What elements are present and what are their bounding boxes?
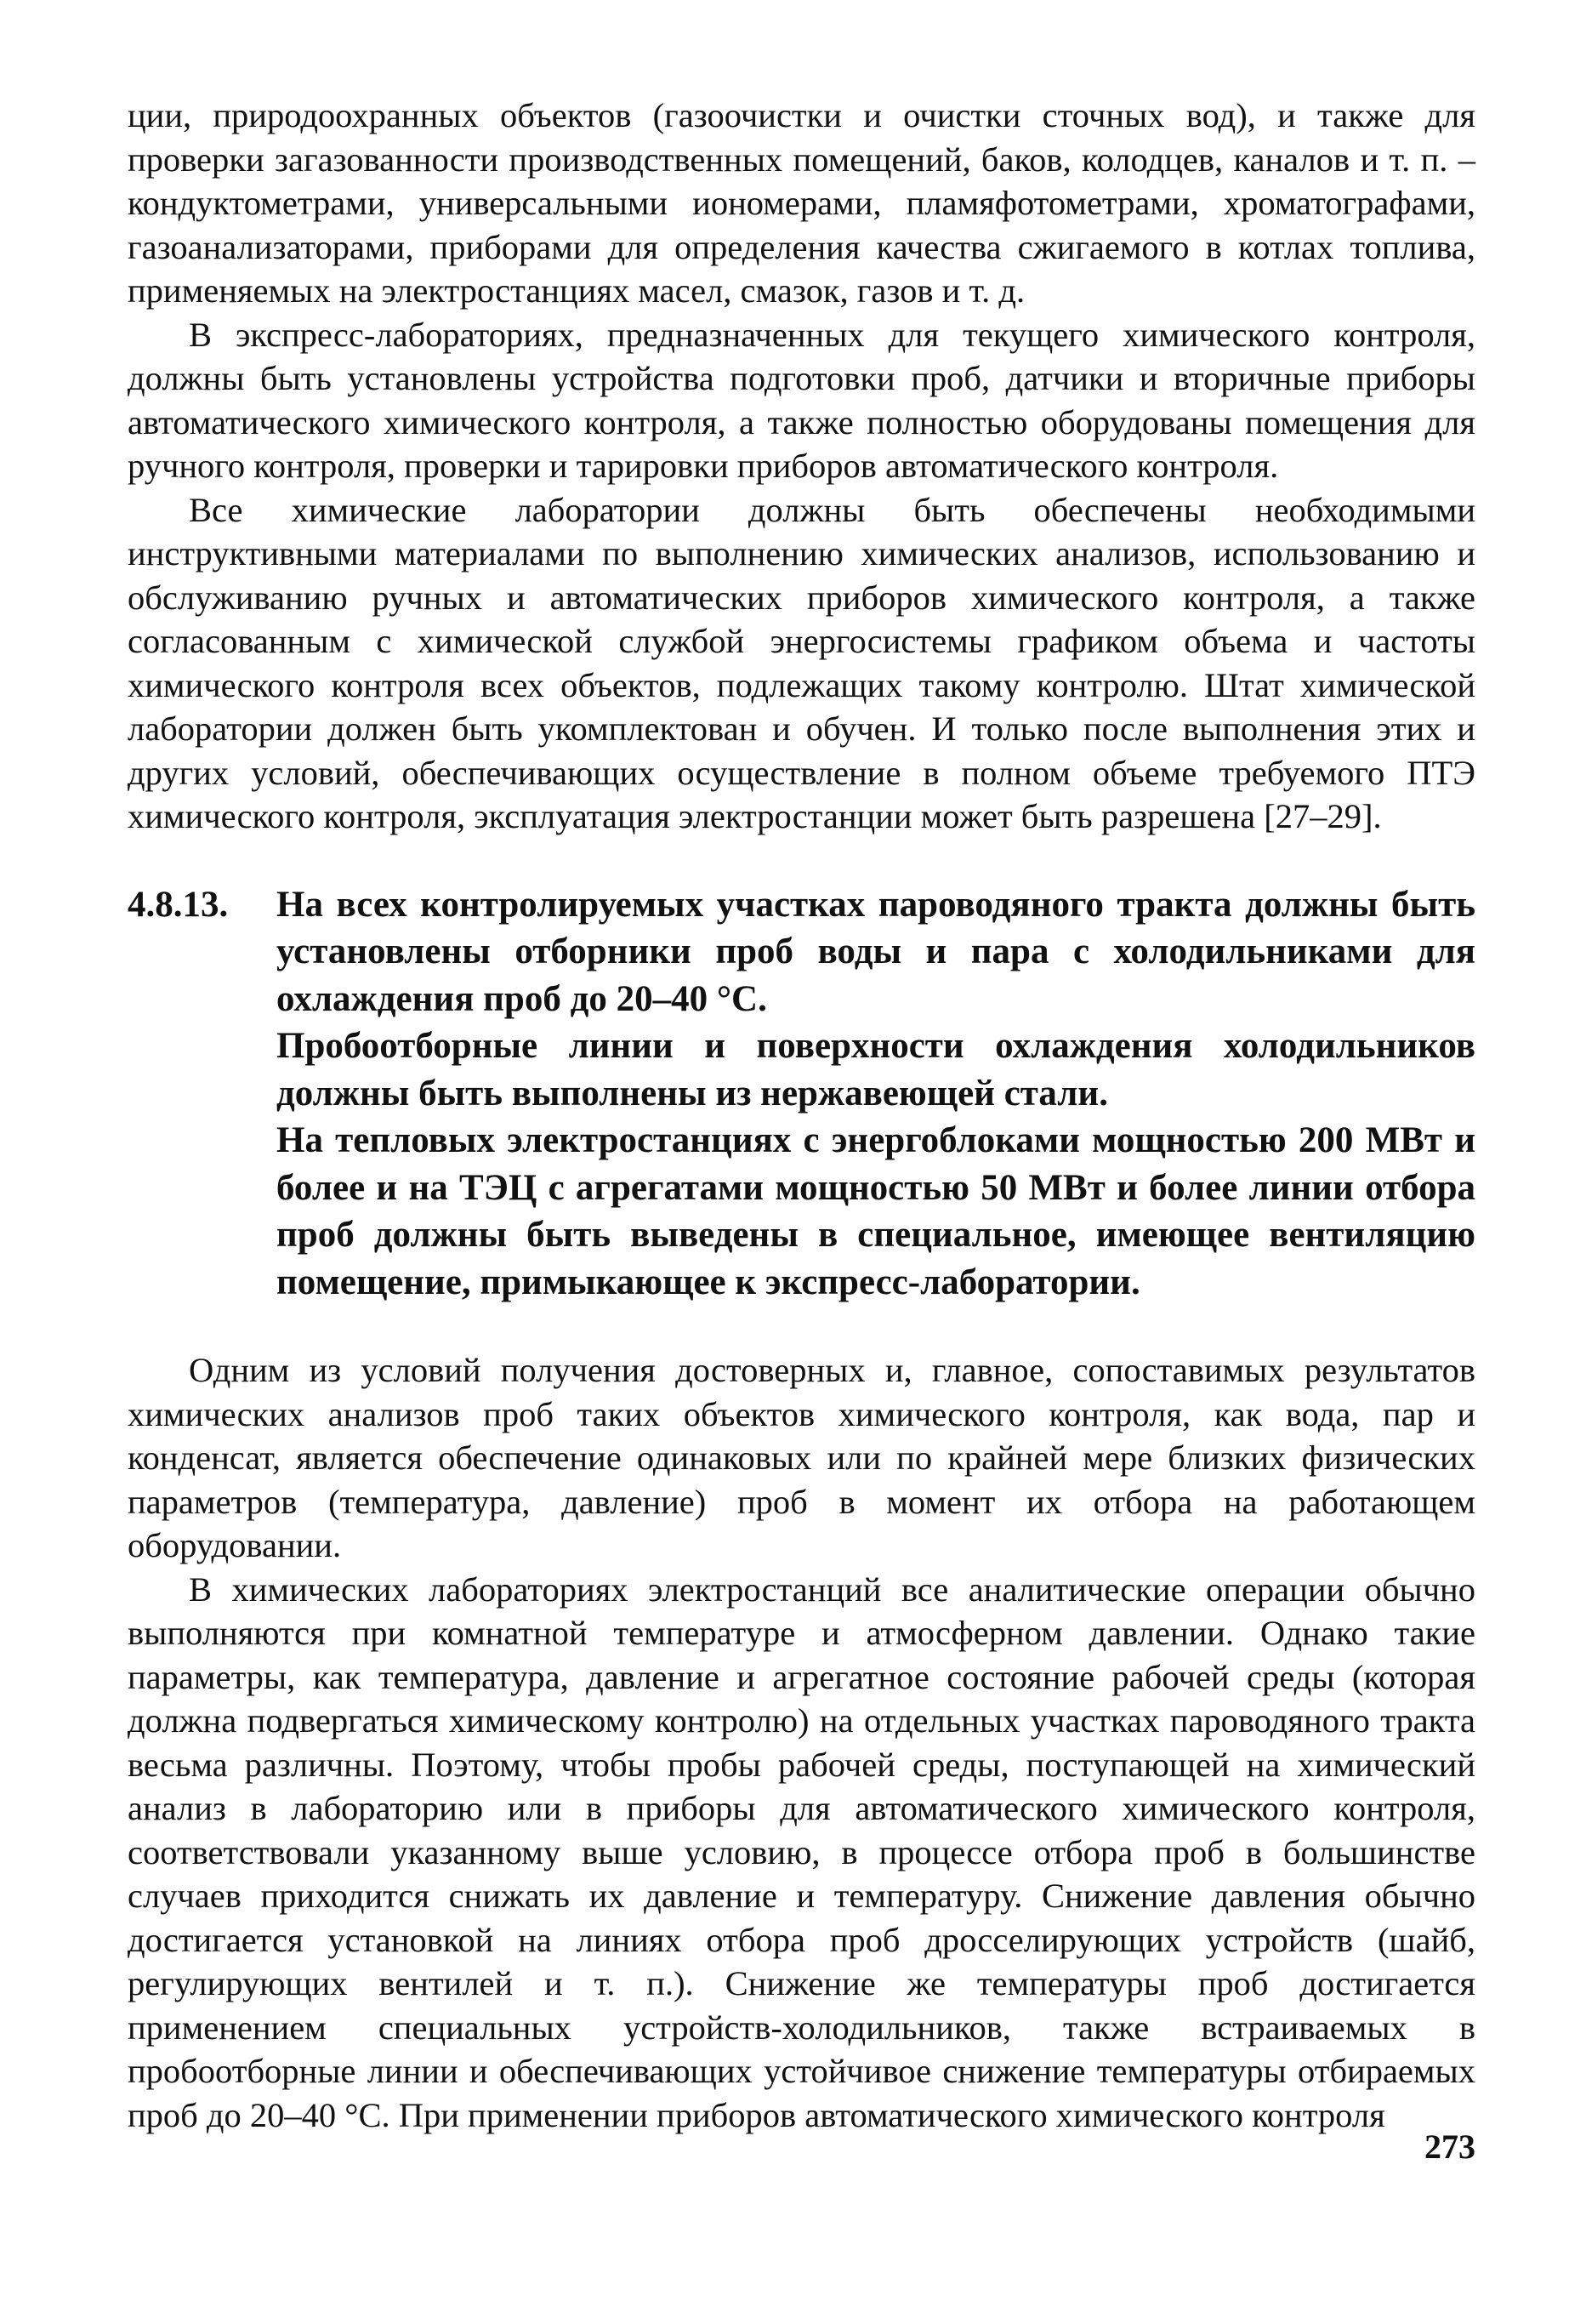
page-content <box>128 94 1475 2137</box>
page-number: 273 <box>1424 2127 1475 2166</box>
section-rule-sampling: На всех контролируемых участках пароводяного тракта должны быть установлены отборники проб воды и пара с холодильниками для охлаждения проб до 20–40 °С. <box>276 884 1475 1019</box>
paragraph-lab-operations: В химических лабораториях электростанций все аналитические операции обычно выполняются при комнатной температуре и атмосферном давлении. Однако такие параметры, как температура, давление и агрегатное состояние рабочей среды (которая должна подвергаться химическому контролю) на отдельных участках пароводяного тракта весьма различны. Поэтому, чтобы пробы рабочей среды, поступающей на химический анализ в лабораторию или в приборы для автоматического химического контроля, соответствовали указанному выше условию, в процессе отбора проб в большинстве случаев приходится снижать их давление и температуру. Снижение давления обычно достигается установкой на линиях отбора проб дросселирующих устройств (шайб, регулирующих вентилей и т. п.). Снижение же температуры проб достигается применением специальных устройств-холодильников, также встраиваемых в пробоотборные линии и обеспечивающих устойчивое снижение температуры отбираемых проб до 20–40 °С. При применении приборов автоматического химического контроля <box>128 1569 1475 2134</box>
section-rule-steel: Пробоотборные линии и поверхности охлаждения холодильников должны быть выполнены из нержавеющей стали. <box>276 1026 1475 1114</box>
section-rule-room: На тепловых электростанциях с энергоблоками мощностью 200 МВт и более и на ТЭЦ с агрегатами мощностью 50 МВт и более линии отбора проб должны быть выведены в специальное, имеющее вентиляцию помещение, примыкающее к экспресс-лаборатории. <box>276 1120 1475 1302</box>
section-number: 4.8.13. <box>128 884 229 925</box>
paragraph-chemical-labs: Все химические лаборатории должны быть обеспечены необходимыми инструктивными материалами по выполнению химических анализов, использованию и обслуживанию ручных и автоматических приборов химического контроля, а также согласованным с химической службой энергосистемы графиком объема и частоты химического контроля всех объектов, подлежащих такому контролю. Штат химической лаборатории должен быть укомплектован и обучен. И только после выполнения этих и других условий, обеспечивающих осуществление в полном объеме требуемого ПТЭ химического контроля, эксплуатация электростанции может быть разрешена [27–29]. <box>128 490 1475 835</box>
section-body <box>276 881 1475 1307</box>
paragraph-conditions: Одним из условий получения достоверных и, главное, сопоставимых результатов химических анализов проб таких объектов химического контроля, как вода, пар и конденсат, является обеспечение одинаковых или по крайней мере близких физических параметров (температура, давление) проб в момент их отбора на работающем оборудовании. <box>128 1351 1475 1564</box>
section-4-8-13 <box>128 881 1475 1307</box>
paragraph-express-labs: В экспресс-лабораториях, предназначенных для текущего химического контроля, должны быть установлены устройства подготовки проб, датчики и вторичные приборы автоматического химического контроля, а также полностью оборудованы помещения для ручного контроля, проверки и тарировки приборов автоматического контроля. <box>128 315 1475 485</box>
paragraph-continuation: ции, природоохранных объектов (газоочистки и очистки сточных вод), и также для проверки загазованности производственных помещений, баков, колодцев, каналов и т. п. – кондуктометрами, универсальными иономерами, пламяфотометрами, хроматографами, газоанализаторами, приборами для определения качества сжигаемого в котлах топлива, применяемых на электростанциях масел, смазок, газов и т. д. <box>128 96 1475 310</box>
